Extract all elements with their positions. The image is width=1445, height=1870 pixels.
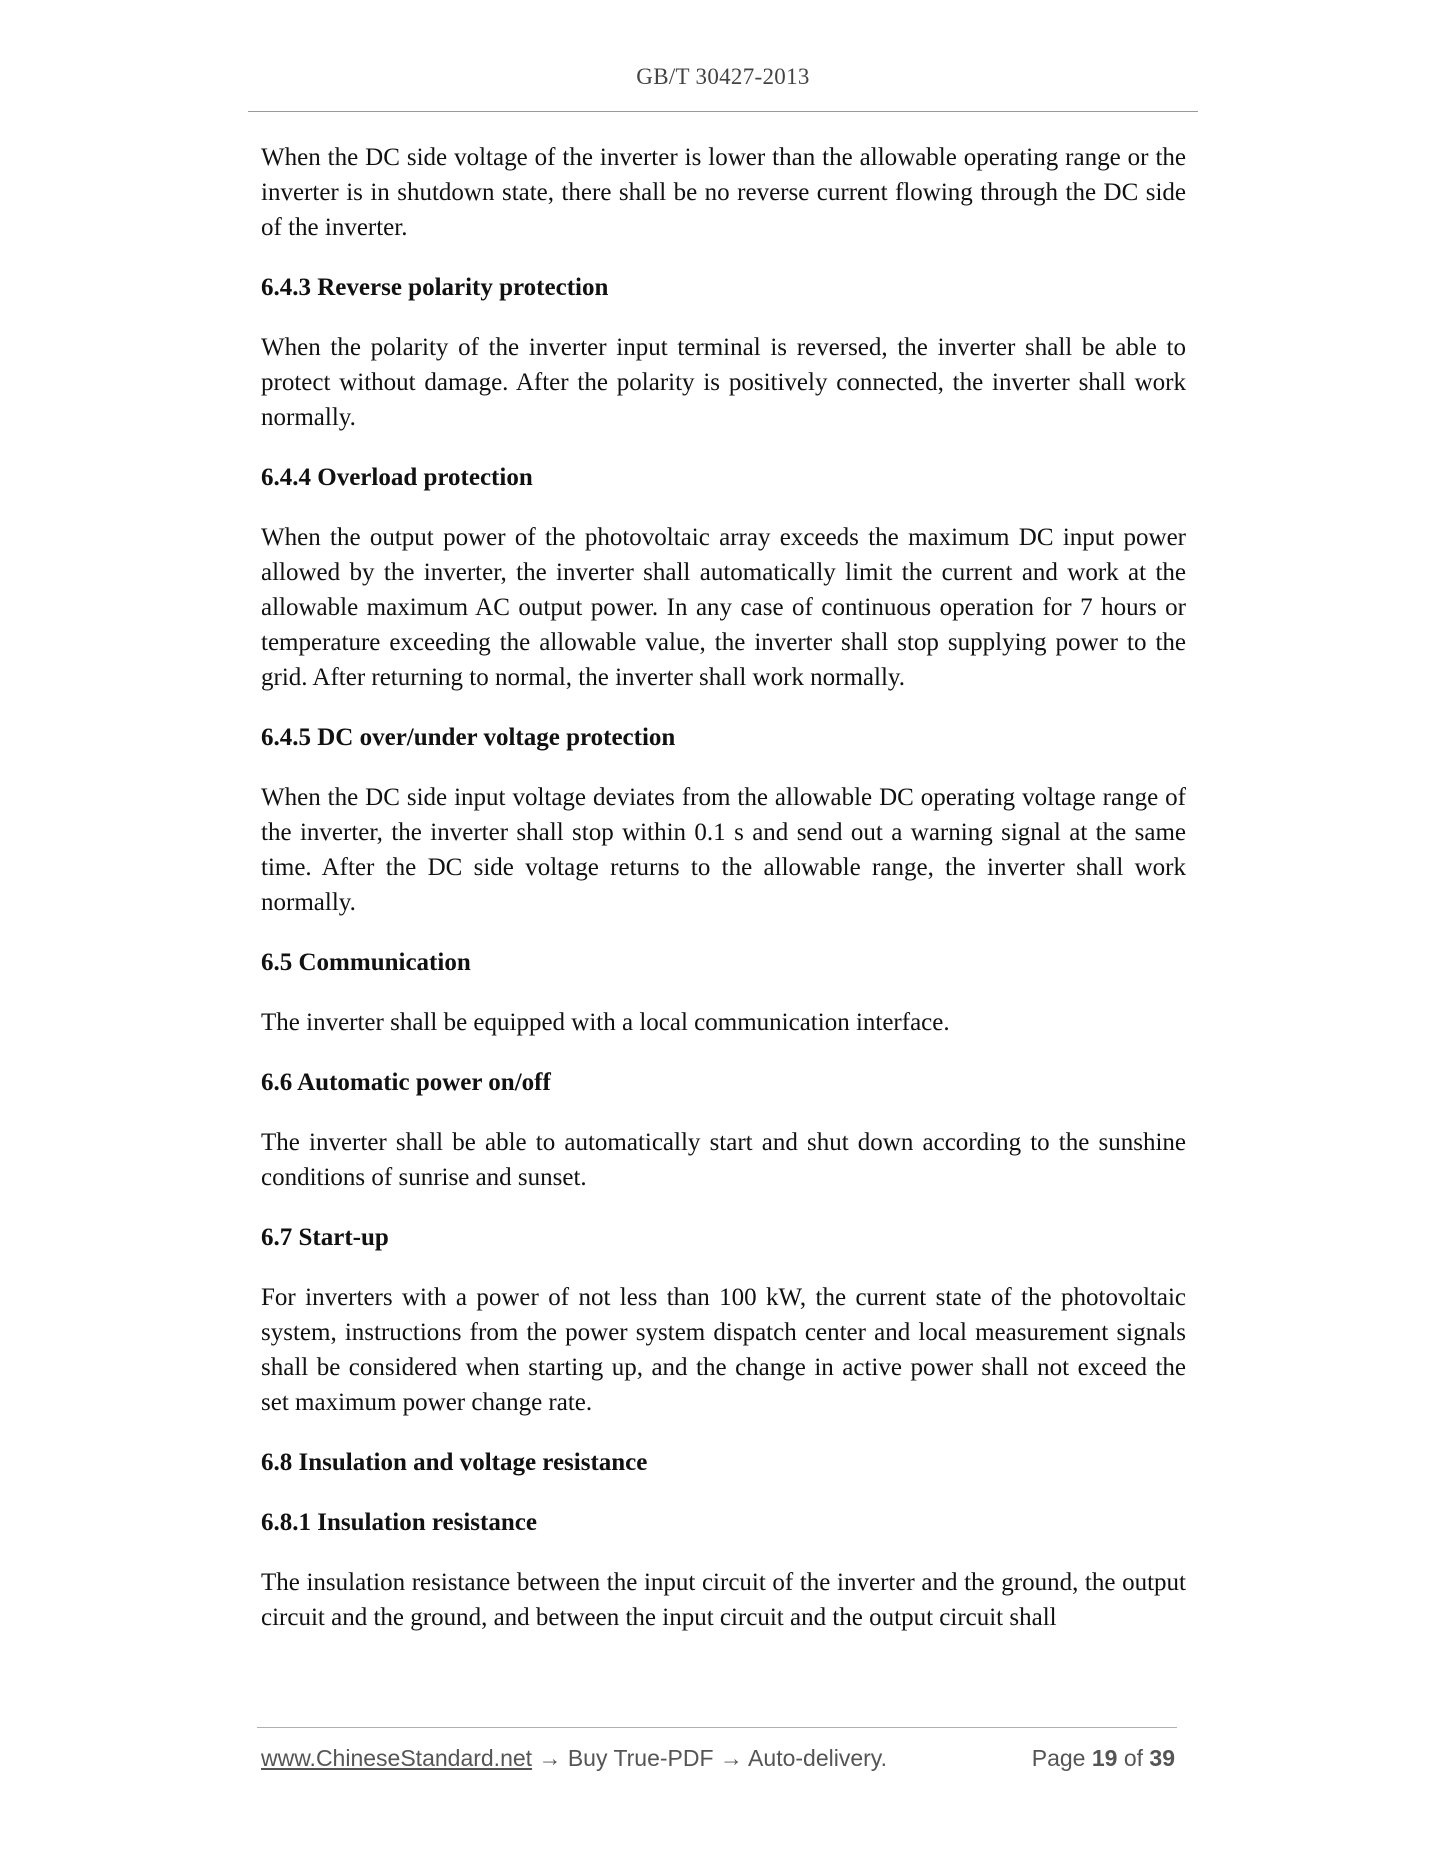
page-of-label: of [1123,1745,1144,1771]
page-label: Page [1031,1745,1086,1771]
page-current: 19 [1091,1745,1118,1771]
body-paragraph: When the DC side voltage of the inverter is lower than the allowable operating range or the inverter is in shutdown state, there shall be no reverse current flowing through the DC side of the inverter. [261,144,1186,241]
body-paragraph: When the polarity of the inverter input terminal is reversed, the inverter shall be able to protect without damage. After the polarity is positively connected, the inverter shall work normally. [261,334,1186,431]
body-paragraph: When the output power of the photovoltaic array exceeds the maximum DC input power allowed by the inverter, the inverter shall automatically limit the current and work at the allowable maximum AC output power. In any case of continuous operation for 7 hours or temperature exceeding the allowable value, the inverter shall stop supplying power to the grid. After returning to normal, the inverter shall work normally. [261,524,1186,691]
section-heading-6-7: 6.7 Start-up [261,1224,389,1251]
footer-promo [261,1745,887,1772]
page-total: 39 [1149,1745,1175,1771]
section-heading-6-6: 6.6 Automatic power on/off [261,1069,551,1096]
body-paragraph: The inverter shall be able to automatically start and shut down according to the sunshine conditions of sunrise and sunset. [261,1129,1186,1191]
page-footer [261,1745,1181,1781]
section-heading-6-8: 6.8 Insulation and voltage resistance [261,1449,648,1476]
chinesestandard-link[interactable]: www.ChineseStandard.net [261,1745,533,1771]
body-paragraph: The insulation resistance between the input circuit of the inverter and the ground, the output circuit and the ground, and between the input circuit and the output circuit shall [261,1569,1186,1631]
section-heading-6-8-1: 6.8.1 Insulation resistance [261,1509,537,1536]
footer-divider [257,1727,1177,1728]
section-heading-6-4-5: 6.4.5 DC over/under voltage protection [261,724,676,751]
document-body [261,140,1186,1660]
page-number [1032,1745,1175,1772]
body-paragraph: When the DC side input voltage deviates from the allowable DC operating voltage range of the inverter, the inverter shall stop within 0.1 s and send out a warning signal at the same time. After the DC side voltage returns to the allowable range, the inverter shall work normally. [261,784,1186,916]
body-paragraph: For inverters with a power of not less than 100 kW, the current state of the photovoltaic system, instructions from the power system dispatch center and local measurement signals shall be considered when starting up, and the change in active power shall not exceed the set maximum power change rate. [261,1284,1186,1416]
header-divider [248,111,1198,112]
footer-promo-text: → Buy True-PDF → Auto-delivery. [532,1745,887,1771]
section-heading-6-4-3: 6.4.3 Reverse polarity protection [261,274,609,301]
body-paragraph: The inverter shall be equipped with a local communication interface. [261,1009,950,1036]
section-heading-6-4-4: 6.4.4 Overload protection [261,464,533,491]
page-header-title: GB/T 30427-2013 [636,64,810,89]
section-heading-6-5: 6.5 Communication [261,949,471,976]
